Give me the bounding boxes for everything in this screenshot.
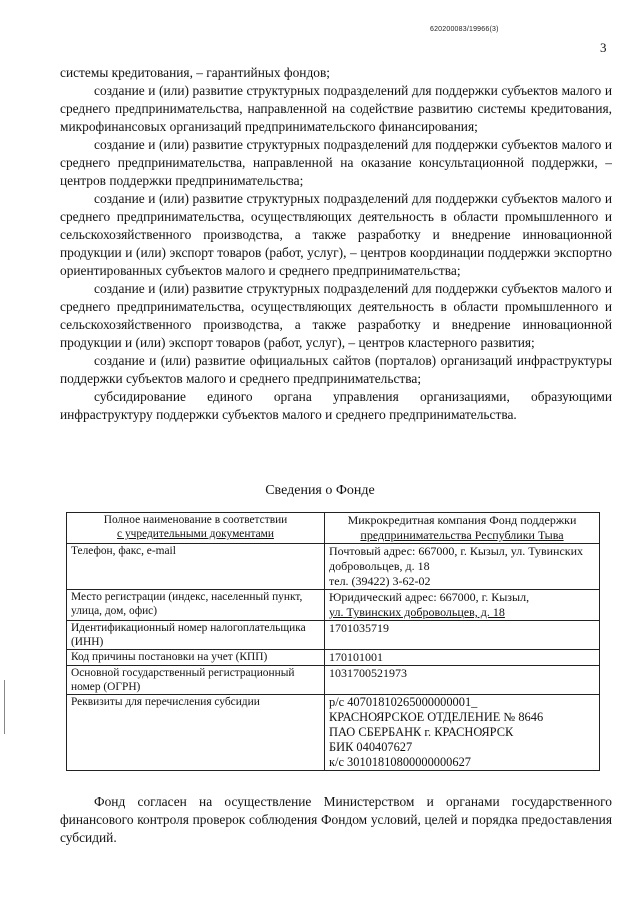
row-label: Основной государственный регистрационный номер (ОГРН) (67, 666, 325, 695)
row-value (325, 621, 600, 650)
value-line: 170101001 (329, 650, 383, 664)
paragraph: системы кредитования, – гарантийных фондов; (60, 65, 331, 80)
table-header-cell (325, 513, 600, 544)
paragraph: создание и (или) развитие официальных сайтов (порталов) организаций инфраструктуры поддержки субъектов малого и среднего предпринимательства; (60, 353, 612, 386)
table-row (67, 544, 600, 590)
row-label: Реквизиты для перечисления субсидии (67, 695, 325, 771)
row-value (325, 666, 600, 695)
paragraph: создание и (или) развитие структурных подразделений для поддержки субъектов малого и среднего предпринимательства, направленной на оказание консультационной поддержки, – центров поддержки предпринимательства; (60, 137, 612, 188)
row-value (325, 590, 600, 621)
row-label: Код причины постановки на учет (КПП) (67, 650, 325, 666)
value-line: КРАСНОЯРСКОЕ ОТДЕЛЕНИЕ № 8646 (329, 710, 544, 724)
row-label: Место регистрации (индекс, населенный пункт, улица, дом, офис) (67, 590, 325, 621)
scan-margin-mark (4, 680, 5, 734)
value-line: Юридический адрес: 667000, г. Кызыл, (329, 590, 530, 604)
row-value (325, 544, 600, 590)
row-label: Телефон, факс, e-mail (67, 544, 325, 590)
row-value (325, 695, 600, 771)
value-line: к/с 30101810800000000627 (329, 755, 471, 769)
value-line: БИК 040407627 (329, 740, 413, 754)
table-row (67, 650, 600, 666)
page-number: 3 (600, 40, 607, 55)
row-label: Идентификационный номер налогоплательщика (ИНН) (67, 621, 325, 650)
value-line: р/с 40701810265000000001_ (329, 695, 478, 709)
paragraph: создание и (или) развитие структурных подразделений для поддержки субъектов малого и среднего предпринимательства, направленной на содействие развитию системы кредитования, микрофинансовых организаций предпринимательского финансирования; (60, 83, 612, 134)
value-line: 1031700521973 (329, 666, 407, 680)
value-line: ул. Тувинских добровольцев, д. 18 (329, 605, 505, 619)
header-line: предпринимательства Республики Тыва (360, 528, 564, 542)
table-header-row (67, 513, 600, 544)
table-row (67, 666, 600, 695)
header-line: Микрокредитная компания Фонд поддержки (347, 513, 577, 527)
table-row (67, 621, 600, 650)
document-code: 620200083/19966(3) (430, 26, 499, 33)
value-line: тел. (39422) 3-62-02 (329, 574, 431, 588)
row-value (325, 650, 600, 666)
section-title: Сведения о Фонде (265, 483, 375, 498)
table-row (67, 695, 600, 771)
header-line: с учредительными документами (117, 528, 274, 540)
value-line: Почтовый адрес: 667000, г. Кызыл, ул. Тувинских добровольцев, д. 18 (329, 544, 584, 573)
table-header-cell (67, 513, 325, 544)
body-text (60, 64, 612, 424)
value-line: ПАО СБЕРБАНК г. КРАСНОЯРСК (329, 725, 514, 739)
header-line: Полное наименование в соответствии (103, 514, 288, 526)
fund-info-table (66, 512, 600, 771)
closing-paragraph: Фонд согласен на осуществление Министерством и органами государственного финансового контроля проверок соблюдения Фондом условий, целей и порядка предоставления субсидий. (60, 794, 612, 845)
table-row (67, 590, 600, 621)
paragraph: создание и (или) развитие структурных подразделений для поддержки субъектов малого и среднего предпринимательства, осуществляющих деятельность в области промышленного и сельскохозяйственного производства, а также разработку и внедрение инновационной продукции и (или) экспорт товаров (работ, услуг), – центров координации поддержки экспортно ориентированных субъектов малого и среднего предпринимательства; (60, 191, 612, 278)
value-line: 1701035719 (329, 621, 389, 635)
paragraph: субсидирование единого органа управления организациями, образующими инфраструктуру поддержки субъектов малого и среднего предпринимательства. (60, 389, 612, 422)
paragraph: создание и (или) развитие структурных подразделений для поддержки субъектов малого и среднего предпринимательства, осуществляющих деятельность в области промышленного и сельскохозяйственного производства, а также разработку и внедрение инновационной продукции и (или) экспорт товаров (работ, услуг), – центров кластерного развития; (60, 281, 612, 350)
